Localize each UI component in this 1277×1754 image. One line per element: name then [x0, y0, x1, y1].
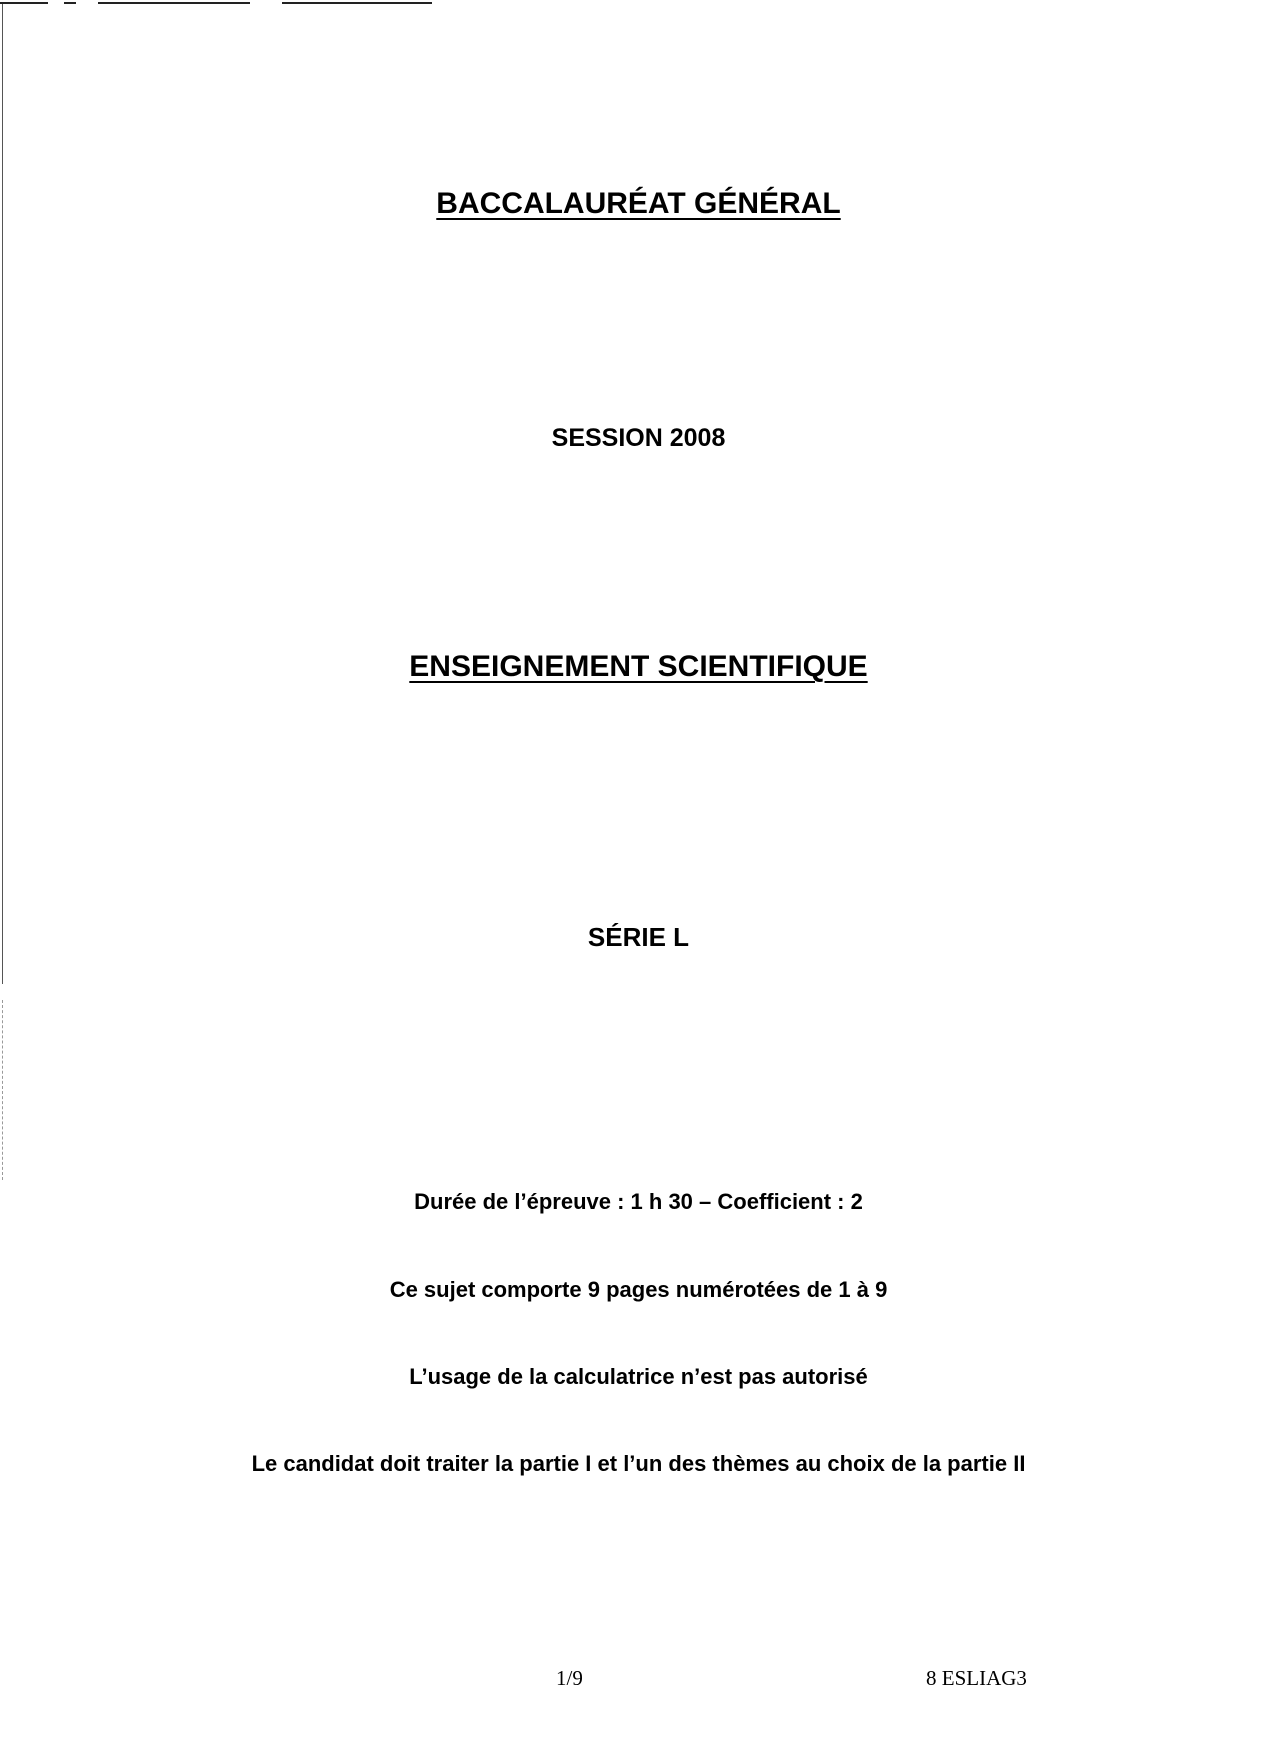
exam-code: 8 ESLIAG3 — [926, 1666, 1027, 1690]
page-number: 1/9 — [556, 1666, 583, 1690]
scan-edge-mark — [98, 2, 250, 4]
scan-edge-mark — [282, 2, 432, 4]
exam-title: BACCALAURÉAT GÉNÉRAL — [436, 187, 841, 220]
scan-edge-line — [2, 4, 3, 984]
candidate-instruction-line: Le candidat doit traiter la partie I et l’un des thèmes au choix de la partie II — [251, 1451, 1026, 1476]
exam-series: SÉRIE L — [587, 922, 690, 952]
scan-edge-mark — [64, 2, 76, 4]
scan-edge-mark — [0, 2, 48, 4]
exam-page-count-line: Ce sujet comporte 9 pages numérotées de 1 à 9 — [389, 1277, 888, 1302]
exam-session: SESSION 2008 — [551, 424, 726, 452]
calculator-rule-line: L’usage de la calculatrice n’est pas autorisé — [409, 1364, 868, 1389]
scan-edge-line — [2, 1000, 3, 1180]
exam-duration-line: Durée de l’épreuve : 1 h 30 – Coefficient : 2 — [414, 1189, 863, 1214]
exam-subject: ENSEIGNEMENT SCIENTIFIQUE — [409, 650, 868, 683]
